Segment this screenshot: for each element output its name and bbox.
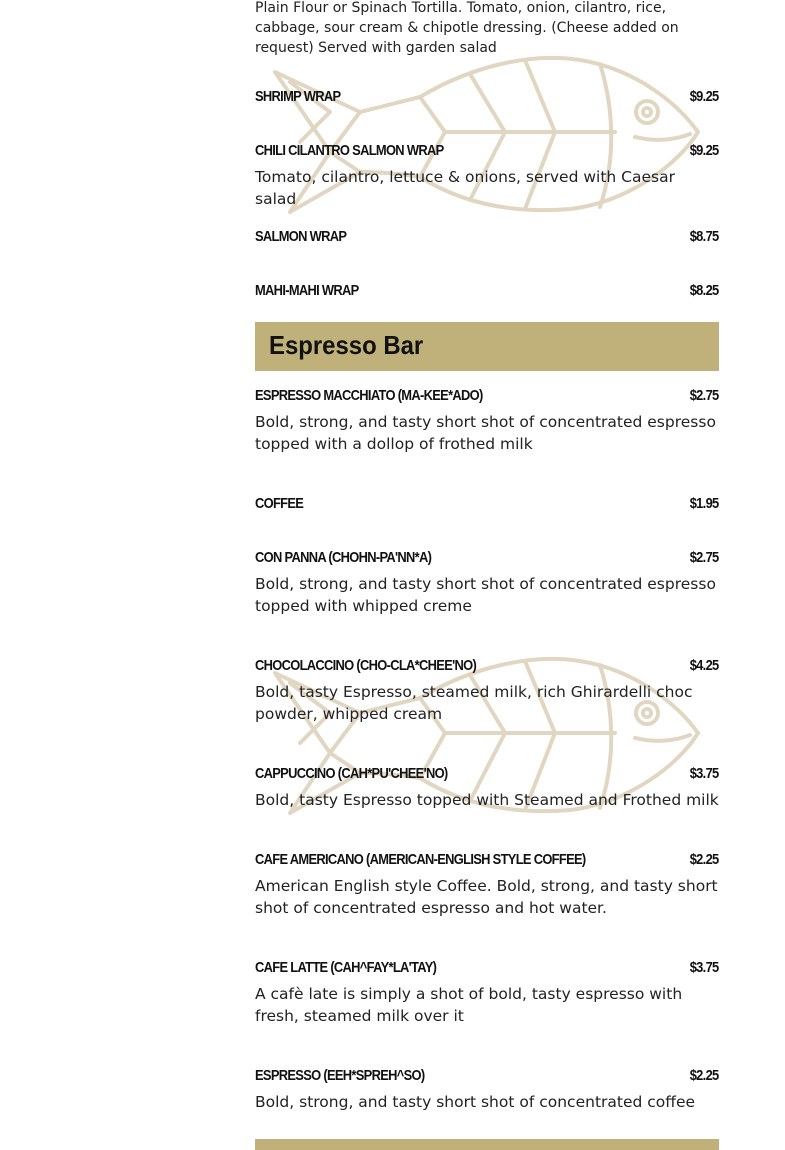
menu-item	[255, 851, 719, 919]
item-name: ESPRESSO (EEH*SPREH^SO)	[255, 1067, 425, 1084]
section-header-espresso-bar	[255, 322, 719, 371]
item-description: A cafè late is simply a shot of bold, tasty espresso with fresh, steamed milk over it	[255, 985, 683, 1025]
item-name: CHILI CILANTRO SALMON WRAP	[255, 142, 444, 159]
item-price: $1.95	[690, 495, 719, 512]
menu-item	[255, 765, 719, 811]
item-description: Bold, strong, and tasty short shot of concentrated coffee	[255, 1093, 696, 1111]
menu-item	[255, 88, 719, 105]
item-price: $9.25	[690, 88, 719, 105]
item-price: $2.25	[690, 1067, 719, 1084]
item-name: CHOCOLACCINO (CHO-CLA*CHEE'NO)	[255, 657, 477, 674]
item-name: SALMON WRAP	[255, 228, 347, 245]
item-price: $2.75	[690, 387, 719, 404]
item-price: $2.75	[690, 549, 719, 566]
item-name: COFFEE	[255, 495, 304, 512]
item-price: $8.25	[690, 282, 719, 299]
menu-item	[255, 495, 719, 512]
item-name: ESPRESSO MACCHIATO (MA-KEE*ADO)	[255, 387, 483, 404]
menu-item	[255, 657, 719, 725]
item-price: $4.25	[690, 657, 719, 674]
menu-item	[255, 142, 719, 210]
item-description: American English style Coffee. Bold, strong, and tasty short shot of concentrated espresso and hot water.	[255, 877, 718, 917]
item-description: Bold, tasty Espresso topped with Steamed and Frothed milk	[255, 791, 719, 809]
menu-item	[255, 549, 719, 617]
item-price: $8.75	[690, 228, 719, 245]
item-name: SHRIMP WRAP	[255, 88, 341, 105]
item-description: Bold, strong, and tasty short shot of concentrated espresso topped with a dollop of frothed milk	[255, 413, 716, 453]
section-header-next	[255, 1139, 719, 1150]
wrap-intro-description: Plain Flour or Spinach Tortilla. Tomato, onion, cilantro, rice, cabbage, sour cream & chipotle dressing. (Cheese added on request) Served with garden salad	[255, 0, 679, 56]
item-price: $3.75	[690, 765, 719, 782]
item-name: CAPPUCCINO (CAH*PU'CHEE'NO)	[255, 765, 448, 782]
item-name: CAFE AMERICANO (AMERICAN-ENGLISH STYLE COFFEE)	[255, 851, 586, 868]
item-name: MAHI-MAHI WRAP	[255, 282, 359, 299]
item-description: Bold, tasty Espresso, steamed milk, rich Ghirardelli choc powder, whipped cream	[255, 683, 693, 723]
section-title: Espresso Bar	[269, 330, 424, 360]
menu-item	[255, 387, 719, 455]
item-price: $2.25	[690, 851, 719, 868]
menu-item	[255, 282, 719, 299]
item-description: Tomato, cilantro, lettuce & onions, served with Caesar salad	[255, 168, 675, 208]
menu-item	[255, 1067, 719, 1113]
item-description: Bold, strong, and tasty short shot of concentrated espresso topped with whipped creme	[255, 575, 716, 615]
item-price: $3.75	[690, 959, 719, 976]
menu-item	[255, 228, 719, 245]
menu-item	[255, 959, 719, 1027]
item-name: CON PANNA (CHOHN-PA'NN*A)	[255, 549, 432, 566]
item-name: CAFE LATTE (CAH^FAY*LA'TAY)	[255, 959, 437, 976]
item-price: $9.25	[690, 142, 719, 159]
